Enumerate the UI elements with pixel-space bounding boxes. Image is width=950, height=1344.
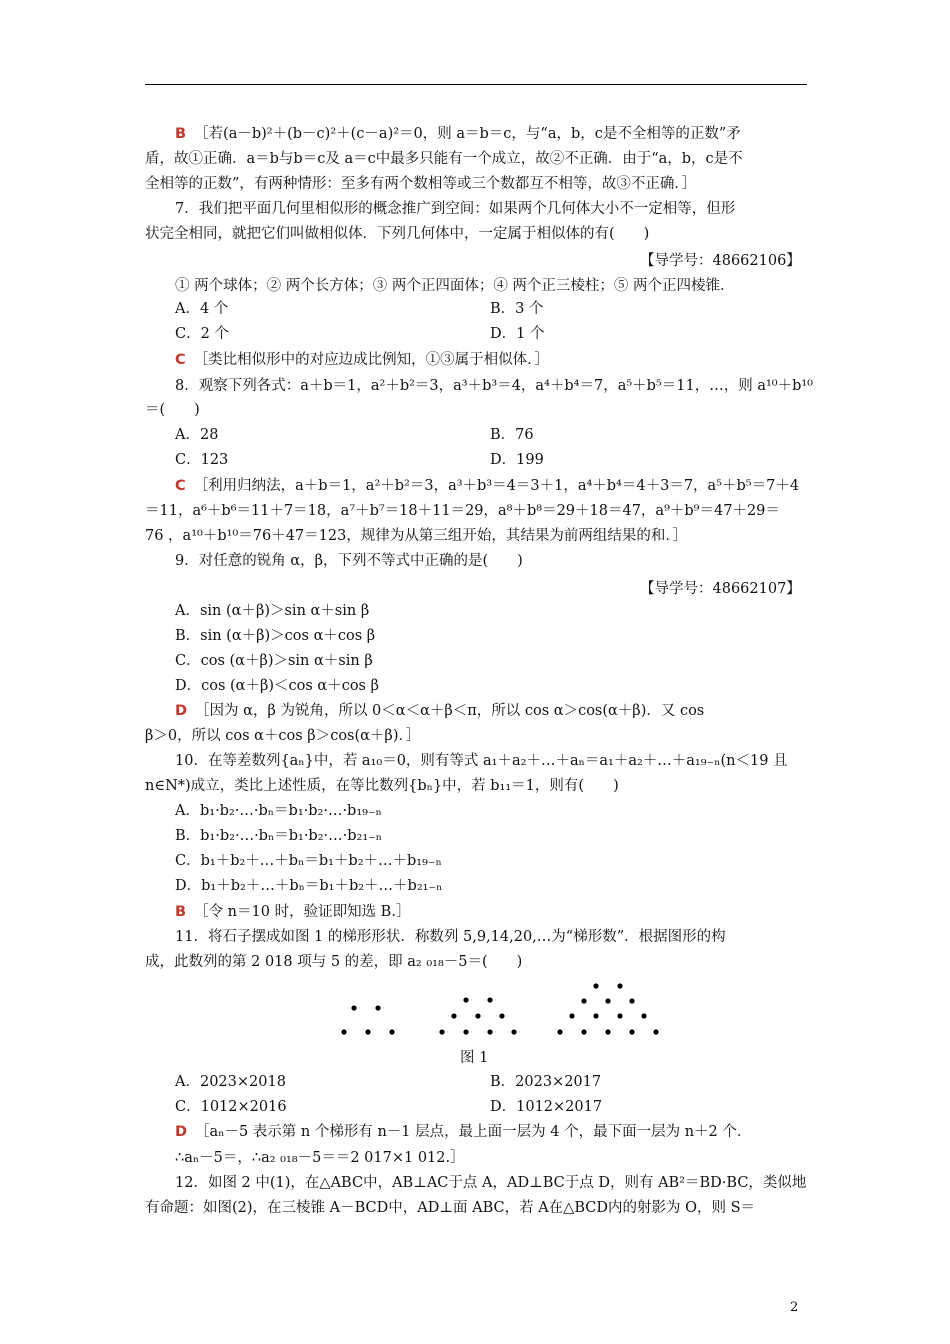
line-text: 10．在等差数列{aₙ}中，若 a₁₀＝0，则有等式 a₁＋a₂＋…＋aₙ＝a₁＋a₂＋…＋a₁₉₋ₙ(n＜19 且 (175, 753, 788, 769)
text-line (145, 776, 619, 796)
line-text: C．b₁＋b₂＋…＋bₙ＝b₁＋b₂＋…＋b₁₉₋ₙ (175, 853, 442, 869)
text-line (175, 350, 549, 370)
q7-option-b: B．3 个 (490, 301, 544, 317)
line-text: ［令 n＝10 时，验证即知选 B.］ (194, 904, 411, 920)
trapezoid-dots-figure (330, 980, 660, 1044)
text-line (175, 1122, 751, 1142)
line-text: 成，此数列的第 2 018 项与 5 的差，即 a₂ ₀₁₈－5＝( ) (145, 954, 523, 970)
q11-option-d: D．1012×2017 (490, 1099, 603, 1115)
text-line (175, 676, 379, 696)
text-line (175, 276, 735, 296)
line-text: 盾，故①正确．a＝b与b＝c及 a＝c中最多只能有一个成立，故②不正确．由于“a，b，c是不 (145, 151, 743, 167)
line-text: 7．我们把平面几何里相似形的概念推广到空间：如果两个几何体大小不一定相等，但形 (175, 201, 736, 217)
text-line (145, 1198, 755, 1218)
q8-option-c: C．123 (175, 452, 229, 468)
text-line (145, 501, 780, 521)
text-line (175, 851, 442, 871)
line-text: 11．将石子摆成如图 1 的梯形形状．称数列 5,9,14,20,…为“梯形数”．根据图形的构 (175, 929, 726, 945)
guide-number-q9: 【导学号：48662107】 (640, 581, 801, 597)
text-line (175, 876, 442, 896)
answer-letter: B (175, 904, 187, 920)
q7-option-a: A．4 个 (175, 301, 229, 317)
line-text: B．b₁·b₂·…·bₙ＝b₁·b₂·…·b₂₁₋ₙ (175, 828, 383, 844)
text-line (175, 476, 799, 496)
text-line (175, 124, 741, 144)
text-line (145, 726, 420, 746)
line-text: 8．观察下列各式：a＋b＝1，a²＋b²＝3，a³＋b³＝4，a⁴＋b⁴＝7，a⁵＋b⁵＝11，…，则 a¹⁰＋b¹⁰ (175, 378, 813, 394)
text-line (145, 174, 696, 194)
answer-letter: D (175, 703, 188, 719)
line-text: A．sin (α＋β)＞sin α＋sin β (175, 603, 370, 619)
header-rule (145, 84, 807, 85)
answer-letter: C (175, 352, 186, 368)
q7-option-c: C．2 个 (175, 326, 229, 342)
line-text: 9．对任意的锐角 α，β，下列不等式中正确的是( ) (175, 553, 523, 569)
text-line (175, 551, 523, 571)
text-line (175, 626, 375, 646)
line-text: 76 ，a¹⁰＋b¹⁰＝76＋47＝123，规律为从第三组开始，其结果为前两组结果的和．］ (145, 528, 688, 544)
figure-caption: 图 1 (460, 1050, 489, 1066)
answer-letter: B (175, 126, 187, 142)
line-text: β＞0，所以 cos α＋cos β＞cos(α＋β)．］ (145, 728, 421, 744)
line-text: ＝( ) (145, 402, 200, 418)
answer-letter: D (175, 1124, 188, 1140)
text-line (175, 826, 382, 846)
text-line (175, 199, 735, 219)
q11-option-c: C．1012×2016 (175, 1099, 287, 1115)
text-line (175, 1148, 465, 1168)
text-line (145, 526, 687, 546)
line-text: ∴aₙ－5＝，∴a₂ ₀₁₈－5＝＝2 017×1 012.］ (175, 1150, 465, 1166)
line-text: A．b₁·b₂·…·bₙ＝b₁·b₂·…·b₁₉₋ₙ (175, 803, 382, 819)
line-text: ［aₙ－5 表示第 n 个梯形有 n－1 层点，最上面一层为 4 个，最下面一层为 n＋2 个． (195, 1124, 752, 1140)
line-text: ＝11，a⁶＋b⁶＝11＋7＝18，a⁷＋b⁷＝18＋11＝29，a⁸＋b⁸＝29＋18＝47，a⁹＋b⁹＝47＋29＝ (145, 503, 780, 519)
text-line (175, 651, 373, 671)
text-line (175, 376, 813, 396)
line-text: B．sin (α＋β)＞cos α＋cos β (175, 628, 376, 644)
line-text: 状完全相同，就把它们叫做相似体．下列几何体中，一定属于相似体的有( ) (145, 226, 650, 242)
answer-letter: C (175, 478, 186, 494)
line-text: n∈N*)成立，类比上述性质，在等比数列{bₙ}中，若 b₁₁＝1，则有( ) (145, 778, 619, 794)
text-line (175, 1173, 806, 1193)
line-text: ［类比相似形中的对应边成比例知，①③属于相似体．］ (193, 352, 549, 368)
text-line (145, 224, 649, 244)
text-line (175, 701, 704, 721)
text-line (175, 601, 369, 621)
line-text: ［利用归纳法，a＋b＝1，a²＋b²＝3，a³＋b³＝4＝3＋1，a⁴＋b⁴＝4＋3＝7，a⁵＋b⁵＝7＋4 (193, 478, 800, 494)
q7-option-d: D．1 个 (490, 326, 545, 342)
line-text: ［因为 α，β 为锐角，所以 0＜α＜α＋β＜π，所以 cos α＞cos(α＋β)．又 cos (195, 703, 705, 719)
guide-number-q7: 【导学号：48662106】 (640, 253, 801, 269)
line-text: C．cos (α＋β)＞sin α＋sin β (175, 653, 373, 669)
q11-option-a: A．2023×2018 (175, 1074, 286, 1090)
line-text: ［若(a－b)²＋(b－c)²＋(c－a)²＝0，则 a＝b＝c，与“a，b，c是不全相等的正数”矛 (194, 126, 741, 142)
text-line (175, 801, 382, 821)
text-line (175, 927, 726, 947)
line-text: ① 两个球体；② 两个长方体；③ 两个正四面体；④ 两个正三棱柱；⑤ 两个正四棱锥． (175, 278, 735, 294)
line-text: 全相等的正数”，有两种情形：至多有两个数相等或三个数都互不相等，故③不正确．］ (145, 176, 697, 192)
line-text: D．cos (α＋β)＜cos α＋cos β (175, 678, 379, 694)
text-line (175, 902, 410, 922)
q8-option-a: A．28 (175, 427, 219, 443)
q11-option-b: B．2023×2017 (490, 1074, 602, 1090)
text-line (145, 149, 743, 169)
page-number: 2 (790, 1300, 799, 1315)
text-line (145, 400, 200, 420)
q8-option-d: D．199 (490, 452, 544, 468)
line-text: D．b₁＋b₂＋…＋bₙ＝b₁＋b₂＋…＋b₂₁₋ₙ (175, 878, 443, 894)
line-text: 有命题：如图(2)，在三棱锥 A－BCD中，AD⊥面 ABC，若 A在△BCD内的射影为 O，则 S＝ (145, 1200, 756, 1216)
q8-option-b: B．76 (490, 427, 534, 443)
text-line (175, 751, 788, 771)
text-line (145, 952, 522, 972)
line-text: 12．如图 2 中(1)，在△ABC中，AB⊥AC于点 A，AD⊥BC于点 D，则有 AB²＝BD·BC，类似地 (175, 1175, 807, 1191)
